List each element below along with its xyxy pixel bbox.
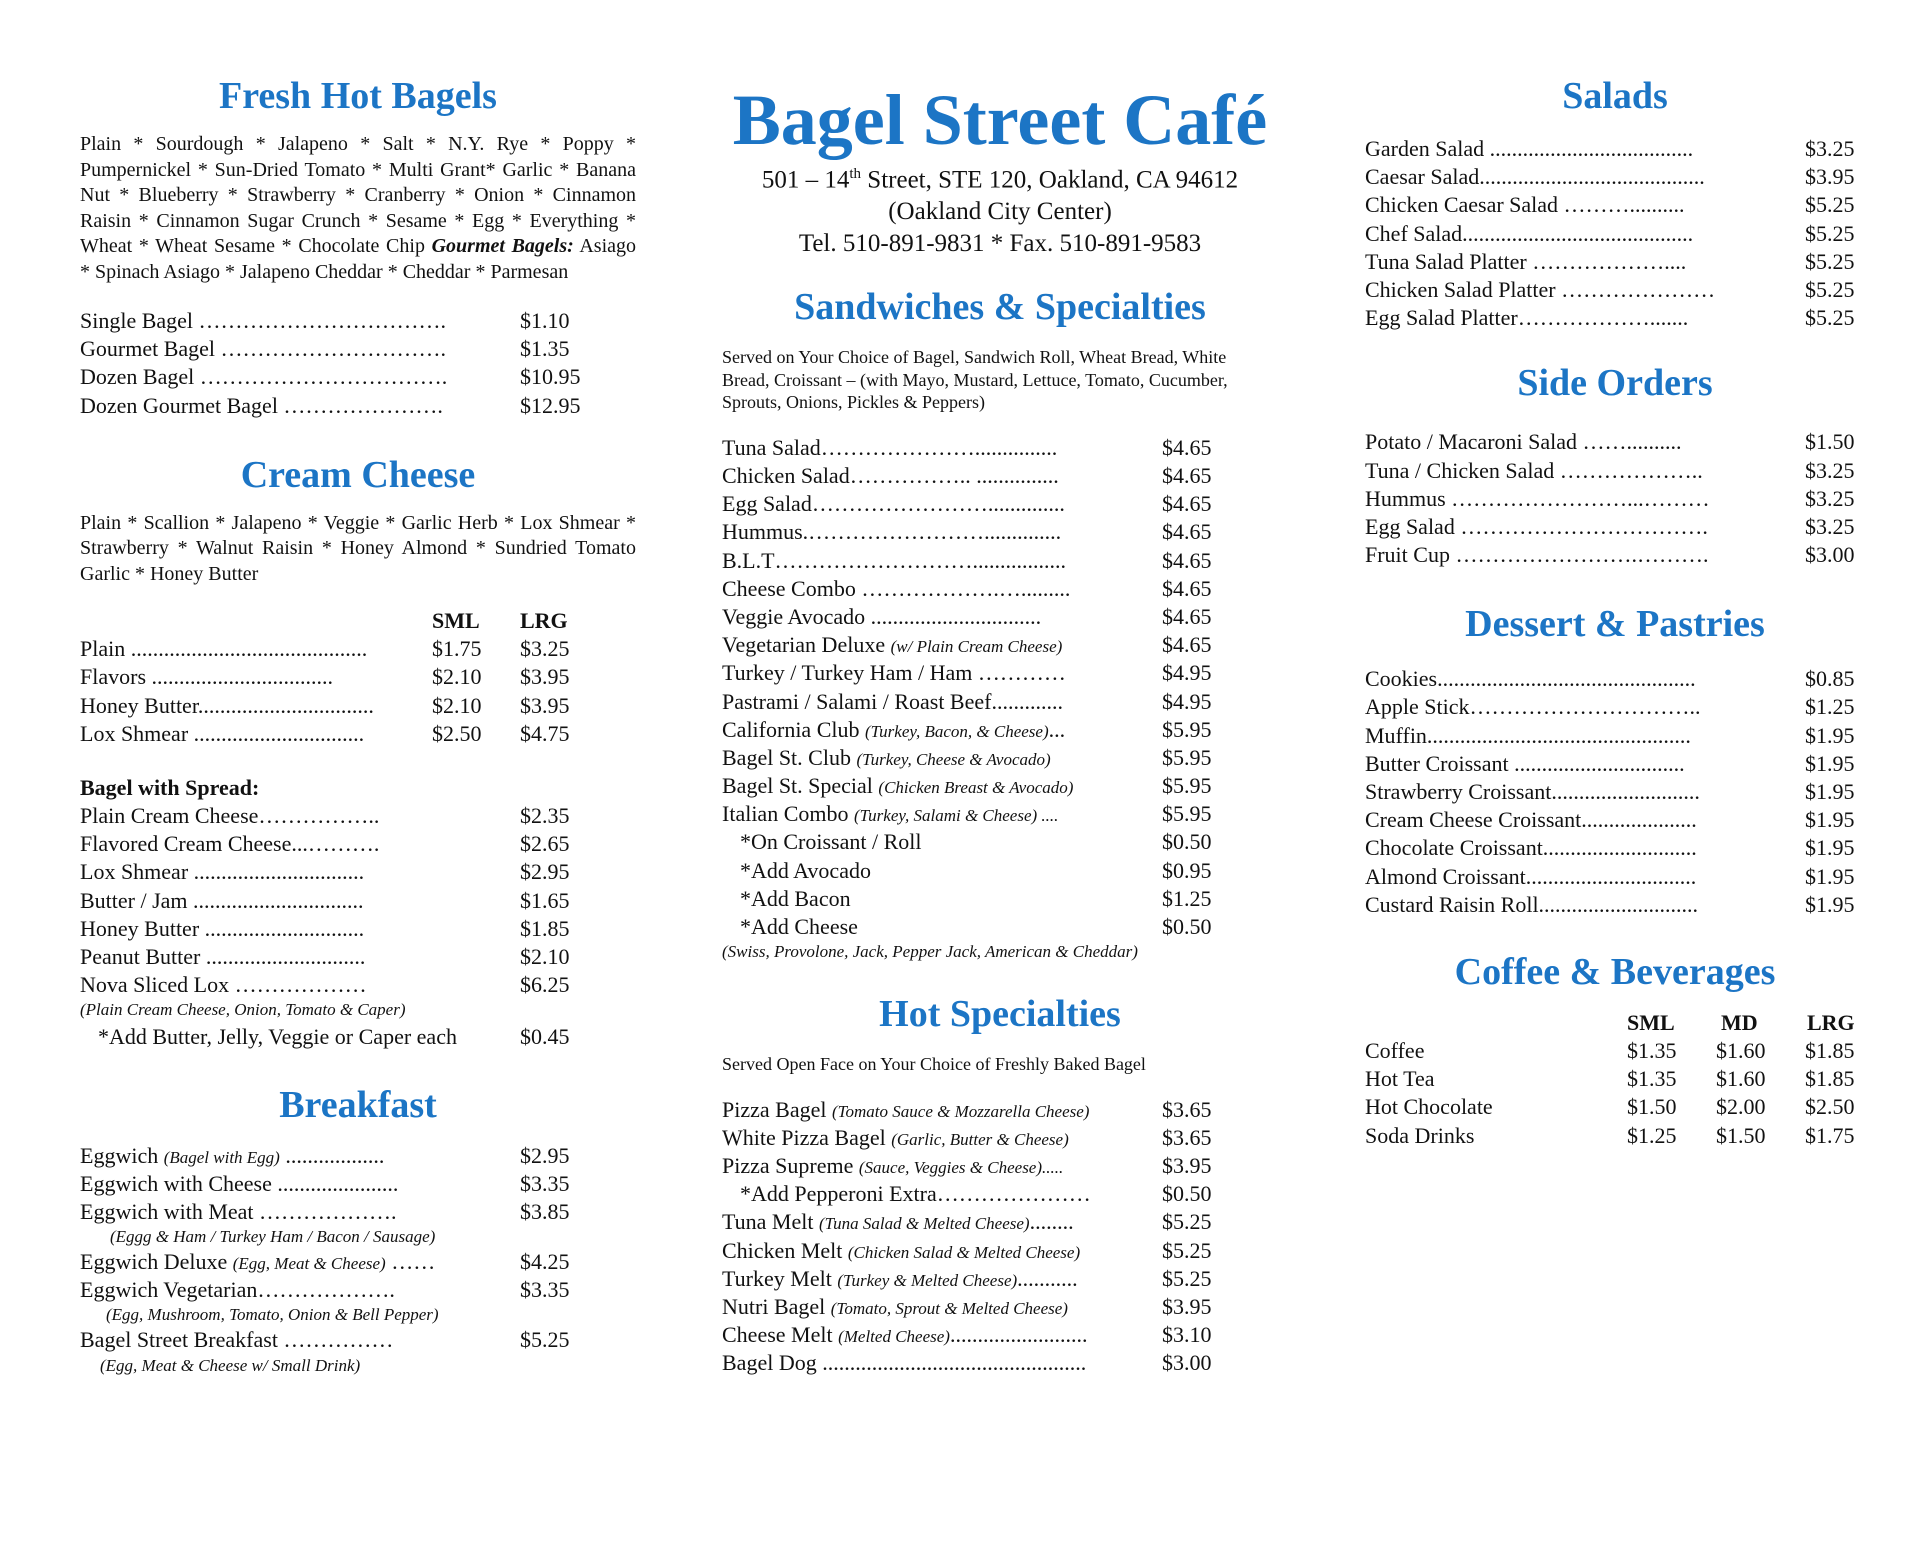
store-name: Bagel Street Café (732, 80, 1268, 160)
cream-cheese-flavors: Plain * Scallion * Jalapeno * Veggie * Garlic Herb * Lox Shmear * Strawberry * Walnut Raisin * Honey Almond * Sundried Tomato Garlic * Honey Butter (80, 511, 636, 585)
size-lrg-label: LRG (1807, 1009, 1855, 1035)
menu-item: Single Bagel ……………………………. $1.10 (80, 308, 570, 333)
sandwiches-heading: Sandwiches & Specialties (794, 286, 1206, 329)
veg-note: (Egg, Mushroom, Tomato, Onion & Bell Pepper) (106, 1305, 439, 1325)
add-on-item: *Add Cheese $0.50 (740, 914, 1212, 940)
menu-item: Chicken Salad…………….. ............... $4.65 (722, 463, 1212, 489)
add-on-item: *Add Butter, Jelly, Veggie or Caper each $0.45 (98, 1024, 570, 1050)
menu-item: Coffee $1.35 $1.60 $1.85 (1365, 1037, 1855, 1063)
menu-item: Chicken Caesar Salad ……….......... $5.25 (1365, 192, 1855, 218)
menu-item: Bagel Dog ................................................ $3.00 (722, 1350, 1212, 1376)
menu-item: Eggwich with Meat ………………. $3.85 (80, 1198, 570, 1224)
cream-cheese-heading: Cream Cheese (240, 453, 476, 496)
gourmet-bagels-list: Asiago * Spinach Asiago * Jalapeno Cheddar * Cheddar * Parmesan (80, 235, 637, 283)
menu-item: Bagel Street Breakfast …………… $5.25 (80, 1327, 570, 1353)
beverages-heading: Coffee & Beverages (1454, 950, 1776, 993)
bagel-price-list (80, 307, 636, 420)
menu-item: Chicken Melt (Chicken Salad & Melted Cheese) $5.25 (722, 1237, 1212, 1263)
menu-item: Nova Sliced Lox ……………… $6.25 (80, 972, 570, 998)
menu-item: Pizza Bagel (Tomato Sauce & Mozzarella Cheese) $3.65 (722, 1096, 1212, 1122)
menu-item: Cream Cheese Croissant..................... $1.95 (1365, 807, 1855, 833)
menu-item: Caesar Salad......................................... $3.95 (1365, 164, 1855, 190)
menu-item: Hot Tea $1.35 $1.60 $1.85 (1365, 1066, 1855, 1092)
menu-item: B.L.T………………………................. $4.65 (722, 547, 1212, 573)
size-sml-label: SML (432, 608, 480, 634)
side-orders-price-list (1365, 428, 1865, 569)
menu-item: Soda Drinks $1.25 $1.50 $1.75 (1365, 1122, 1855, 1148)
menu-item: Turkey / Turkey Ham / Ham ………… $4.95 (722, 660, 1212, 686)
menu-item: Vegetarian Deluxe (w/ Plain Cream Cheese) $4.65 (722, 632, 1212, 658)
beverages-size-header (1365, 1009, 1865, 1037)
menu-item: Chocolate Croissant............................ $1.95 (1365, 835, 1855, 861)
menu-item: Plain Cream Cheese…………….. $2.35 (80, 803, 570, 828)
menu-item: Plain ........................................... $1.75 $3.25 (80, 636, 570, 662)
menu-item: Dozen Bagel ……………………………. $10.95 (80, 364, 581, 390)
breakfast-price-list (80, 1142, 636, 1377)
desserts-price-list (1365, 665, 1865, 919)
sandwiches-description: Served on Your Choice of Bagel, Sandwich Roll, Wheat Bread, White Bread, Croissant – (with Mayo, Mustard, Lettuce, Tomato, Cucumber, Sprouts, Onions, Pickles & Peppers) (722, 347, 1228, 413)
menu-item: Cheese Combo ……………….…......... $4.65 (722, 575, 1212, 601)
spread-heading: Bagel with Spread: (80, 775, 260, 800)
menu-item: Eggwich (Bagel with Egg) .................. $2.95 (80, 1142, 570, 1168)
menu-item: Cheese Melt (Melted Cheese)......................... $3.10 (722, 1322, 1212, 1348)
menu-item: Cookies............................................... $0.85 (1365, 666, 1855, 692)
menu-item: Tuna Melt (Tuna Salad & Melted Cheese)........ $5.25 (722, 1209, 1212, 1235)
lox-note: (Plain Cream Cheese, Onion, Tomato & Caper) (80, 1000, 406, 1020)
menu-item: Bagel St. Club (Turkey, Cheese & Avocado) $5.95 (722, 744, 1212, 770)
menu-item: Potato / Macaroni Salad …….......... $1.50 (1365, 429, 1855, 455)
bsb-note: (Egg, Meat & Cheese w/ Small Drink) (100, 1355, 361, 1375)
menu-item: Hummus.…………………….............. $4.65 (722, 519, 1212, 545)
menu-item: Hummus ……………………...……… $3.25 (1365, 485, 1855, 511)
breakfast-heading: Breakfast (279, 1083, 437, 1126)
menu-item: Flavored Cream Cheese...………. $2.65 (80, 831, 570, 857)
cream-cheese-size-header (80, 607, 636, 635)
salads-price-list (1365, 135, 1865, 332)
size-sml-label: SML (1627, 1009, 1675, 1035)
cream-cheese-price-list (80, 635, 636, 748)
menu-item: Eggwich Vegetarian………………. $3.35 (80, 1277, 570, 1303)
menu-item: Garden Salad ..................................... $3.25 (1365, 136, 1855, 161)
menu-item: Lox Shmear ............................... $2.95 (80, 859, 570, 885)
menu-item: Egg Salad Platter………………....... $5.25 (1365, 305, 1855, 331)
bagels-heading: Fresh Hot Bagels (219, 75, 497, 117)
menu-item: Butter / Jam ............................... $1.65 (80, 887, 570, 913)
menu-item: White Pizza Bagel (Garlic, Butter & Cheese) $3.65 (722, 1124, 1212, 1150)
menu-item: California Club (Turkey, Bacon, & Cheese)... $5.95 (722, 716, 1212, 742)
add-on-item: *On Croissant / Roll $0.50 (740, 829, 1212, 855)
menu-item: Nutri Bagel (Tomato, Sprout & Melted Cheese) $3.95 (722, 1294, 1212, 1320)
menu-item: Eggwich with Cheese ...................... $3.35 (80, 1170, 570, 1196)
desserts-heading: Dessert & Pastries (1465, 603, 1765, 646)
right-column (1365, 0, 1865, 1150)
size-lrg-label: LRG (520, 608, 568, 634)
store-contact: Tel. 510-891-9831 * Fax. 510-891-9583 (798, 230, 1202, 258)
add-on-item: *Add Pepperoni Extra………………… $0.50 (740, 1181, 1212, 1207)
menu-item: Eggwich Deluxe (Egg, Meat & Cheese) …… $4.25 (80, 1249, 570, 1275)
beverages-price-list (1365, 1037, 1865, 1150)
spread-price-list (80, 802, 636, 999)
hot-specialties-heading: Hot Specialties (879, 993, 1121, 1036)
sandwich-price-list (722, 434, 1278, 963)
menu-item: Dozen Gourmet Bagel …………………. $12.95 (80, 392, 581, 418)
menu-item: Pizza Supreme (Sauce, Veggies & Cheese)..... $3.95 (722, 1153, 1212, 1179)
menu-item: Tuna Salad…………………............... $4.65 (722, 434, 1212, 460)
menu-item: Turkey Melt (Turkey & Melted Cheese)........... $5.25 (722, 1265, 1212, 1291)
store-address: 501 – 14th Street, STE 120, Oakland, CA 94612 (761, 166, 1239, 194)
menu-item: Fruit Cup …………………….………. $3.00 (1365, 542, 1855, 568)
menu-item: Peanut Butter ............................. $2.10 (80, 943, 570, 969)
menu-item: Custard Raisin Roll............................. $1.95 (1365, 891, 1855, 917)
hot-specialties-price-list (722, 1096, 1278, 1378)
menu-item: Lox Shmear ............................... $2.50 $4.75 (80, 720, 570, 746)
add-on-item: *Add Avocado $0.95 (740, 857, 1212, 883)
left-column (80, 0, 636, 1377)
gourmet-bagels-label: Gourmet Bagels: (431, 235, 574, 257)
menu-item: Almond Croissant............................... $1.95 (1365, 863, 1855, 889)
menu-item: Honey Butter................................ $2.10 $3.95 (80, 692, 570, 718)
menu-item: Tuna Salad Platter ……………….... $5.25 (1365, 248, 1855, 274)
menu-item: Egg Salad ……………………………. $3.25 (1365, 513, 1855, 539)
menu-item: Apple Stick………………………….. $1.25 (1365, 694, 1855, 720)
menu-item: Veggie Avocado ............................... $4.65 (722, 603, 1212, 629)
menu-item: Italian Combo (Turkey, Salami & Cheese) .... $5.95 (722, 801, 1212, 827)
bagels-varieties (80, 132, 636, 285)
menu-item: Chicken Salad Platter ………………… $5.25 (1365, 276, 1855, 302)
side-orders-heading: Side Orders (1517, 362, 1713, 405)
menu-item: Flavors ................................. $2.10 $3.95 (80, 664, 570, 690)
hot-specialties-description: Served Open Face on Your Choice of Freshly Baked Bagel (722, 1054, 1146, 1075)
menu-item: Honey Butter ............................. $1.85 (80, 915, 570, 941)
bagels-varieties-text: Plain * Sourdough * Jalapeno * Salt * N.Y. Rye * Poppy * Pumpernickel * Sun-Dried Tomato * Multi Grant* Garlic * Banana Nut * Blueberry * Strawberry * Cranberry * Onion * Cinnamon Raisin * Cinnamon Sugar Crunch * Sesame * Egg * Everything * Wheat * Wheat Sesame * Chocolate Chip (80, 133, 636, 257)
menu-item: Butter Croissant ............................... $1.95 (1365, 750, 1855, 776)
center-column (722, 0, 1278, 1378)
salads-heading: Salads (1562, 75, 1668, 117)
menu-item: Hot Chocolate $1.50 $2.00 $2.50 (1365, 1094, 1855, 1120)
menu-item: Muffin................................................ $1.95 (1365, 722, 1855, 748)
menu-item: Pastrami / Salami / Roast Beef............. $4.95 (722, 688, 1212, 714)
cheese-note: (Swiss, Provolone, Jack, Pepper Jack, American & Cheddar) (722, 942, 1138, 962)
menu-item: Egg Salad…………………….............. $4.65 (722, 491, 1212, 517)
size-md-label: MD (1721, 1009, 1758, 1035)
add-on-item: *Add Bacon $1.25 (740, 885, 1212, 911)
menu-item: Strawberry Croissant........................... $1.95 (1365, 779, 1855, 804)
menu-item: Gourmet Bagel …………………………. $1.35 (80, 336, 570, 362)
store-location: (Oakland City Center) (888, 198, 1112, 226)
menu-item: Chef Salad.......................................... $5.25 (1365, 220, 1855, 246)
menu-item: Tuna / Chicken Salad ……………….. $3.25 (1365, 457, 1855, 483)
meat-note: (Eggg & Ham / Turkey Ham / Bacon / Sausage) (110, 1227, 436, 1247)
menu-item: Bagel St. Special (Chicken Breast & Avocado) $5.95 (722, 773, 1212, 799)
